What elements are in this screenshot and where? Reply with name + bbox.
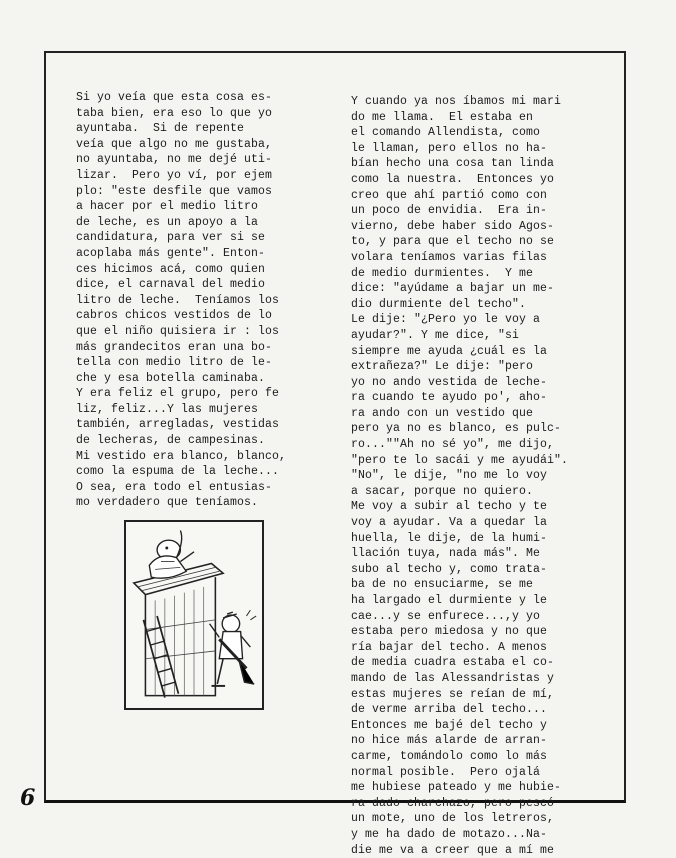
illustration-drawing <box>126 522 262 708</box>
illustration-roof-scene <box>124 520 264 710</box>
left-column-text: Si yo veía que esta cosa es- taba bien, era eso lo que yo ayuntaba. Si de repente veía que algo no me gustaba, no ayuntaba, no me dejé uti- lizar. Pero yo ví, por ejem plo: "este desfile que vamos a hacer por el medio litro de leche, es un apoyo a la candidatura, para ver si se acoplaba más gente". Enton- ces hicimos acá, como quien dice, el carnaval del medio litro de leche. Teníamos los cabros chicos vestidos de lo que el niño quisiera ir : los más grandecitos eran una bo- tella con medio litro de le- che y esa botella caminaba. Y era feliz el grupo, pero fe liz, feliz...Y las mujeres también, arregladas, vestidas de lecheras, de campesinas. Mi vestido era blanco, blanco, como la espuma de la leche... O sea, era todo el entusias- mo verdadero que teníamos. <box>76 91 287 510</box>
right-column-text: Y cuando ya nos íbamos mi mari do me llama. El estaba en el comando Allendista, como le llaman, pero ellos no ha- bían hecho una cosa tan linda como la nuestra. Entonces yo creo que ahí partió como con un poco de envidia. Era in- vierno, debe haber sido Agos- to, y para que el techo no se volara teníamos varias filas de medio durmientes. Y me dice: "ayúdame a bajar un me- dio durmiente del techo". Le dije: "¿Pero yo le voy a ayudar?". Y me dice, "si siempre me ayuda ¿cuál es la extrañeza?" Le dije: "pero yo no ando vestida de leche- ra cuando te ayudo po', aho- ra ando con un vestido que pero ya no es blanco, es pulc- ro...""Ah no sé yo", me dijo, "pero te lo sacái y me ayudái". "No", le dije, "no me lo voy a sacar, porque no quiero. Me voy a subir al techo y te voy a ayudar. Va a quedar la huella, le dije, de la humi- llación tuya, nada más". Me subo al techo y, como trata- ba de no ensuciarme, se me ha largado el durmiente y le cae...y se enfurece...,y yo estaba pero miedosa y no que ría bajar del techo. A menos de media cuadra estaba el co- mando de las Alessandristas y estas mujeres se reían de mí, de verme arriba del techo... Entonces me bajé del techo y no hice más alarde de arran- carme, tomándolo como lo más normal posible. Pero ojalá me hubiese pateado y me hubie- ra dado charchazo, pero pescó un mote, uno de los letreros, y me ha dado de motazo...Na- die me va a creer que a mí me <box>351 95 569 857</box>
page-number: 6 <box>20 785 36 811</box>
